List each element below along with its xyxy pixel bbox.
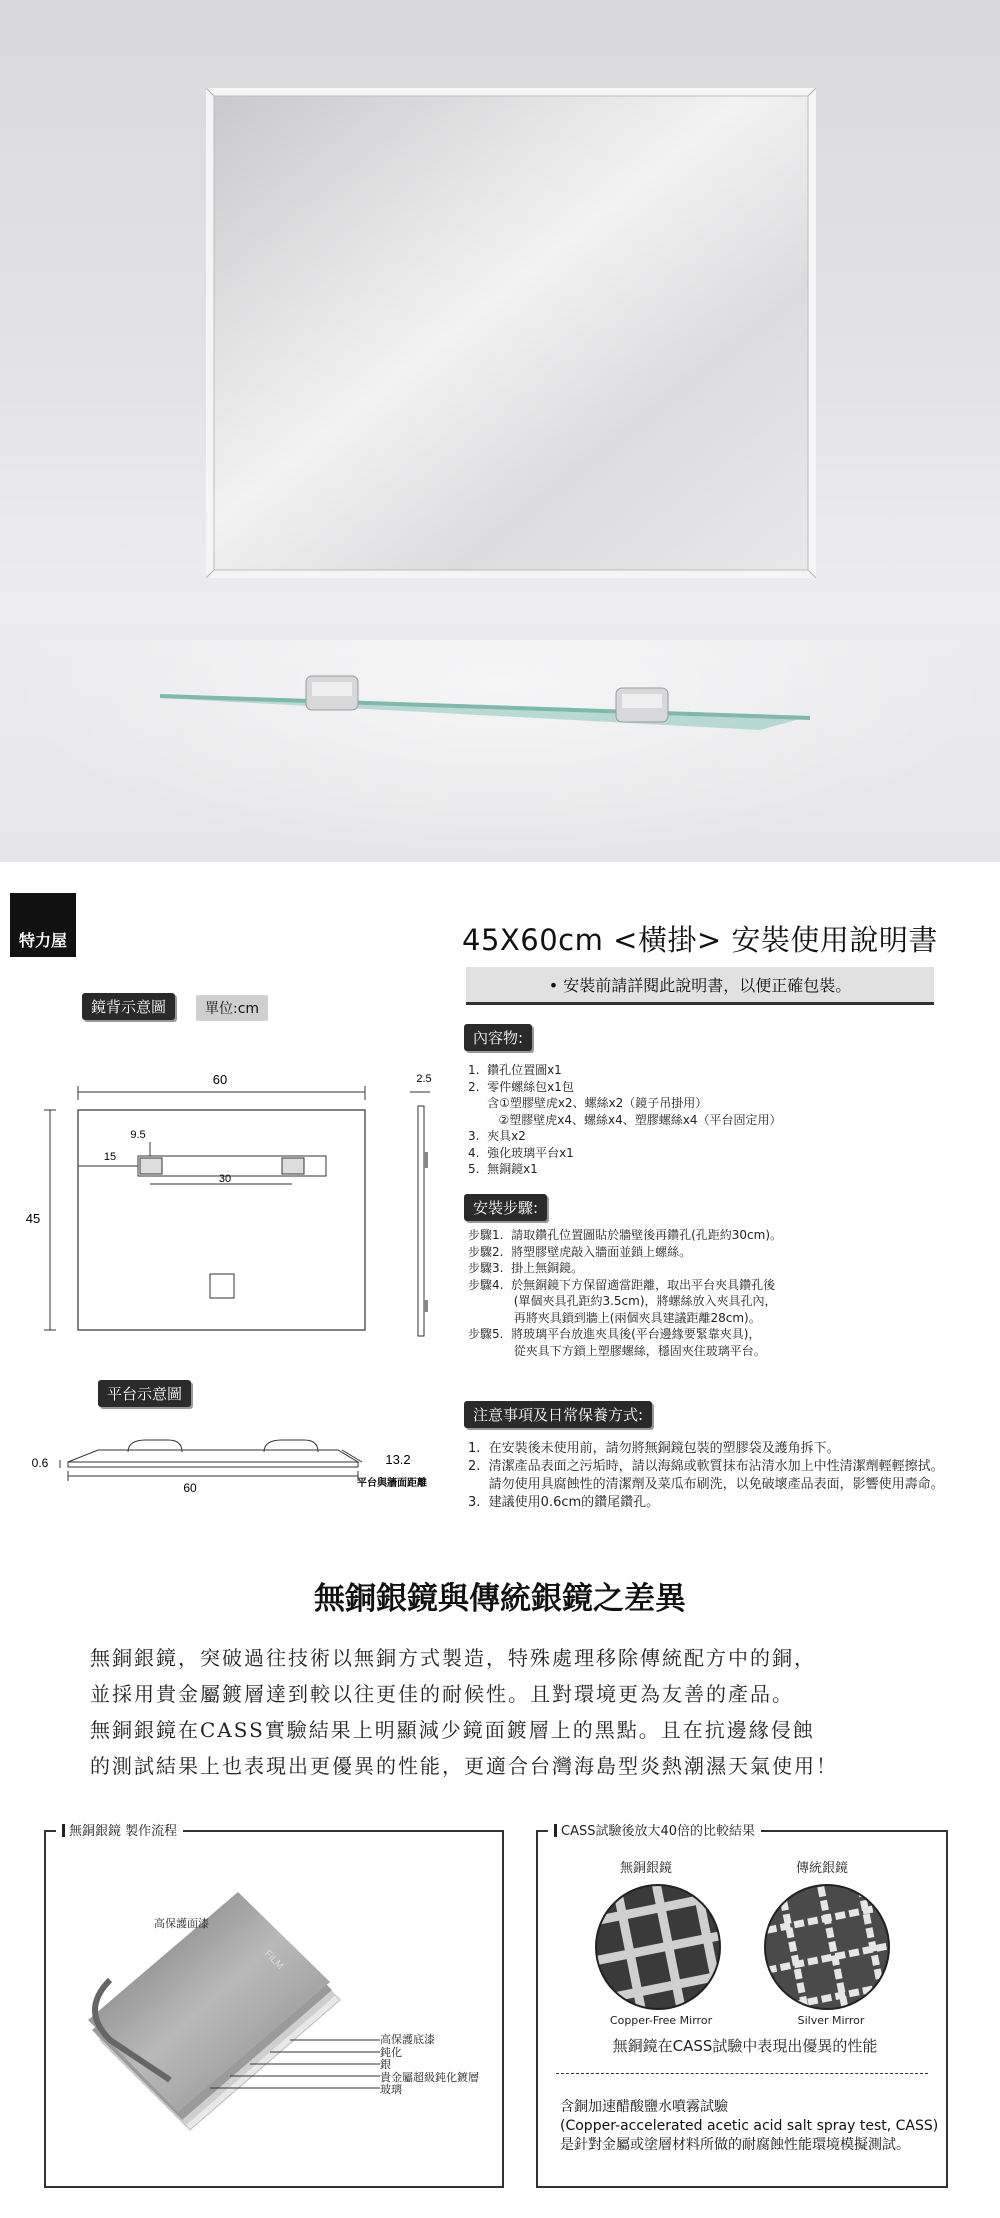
layer-label: 高保護底漆 [380, 2033, 435, 2046]
step-item: 步驟1. 請取鑽孔位置圖貼於牆壁後再鑽孔(孔距約30cm)。 [468, 1228, 782, 1242]
mirror-back-diagram [20, 1060, 450, 1340]
notice-text: • 安裝前請詳閱此說明書，以便正確包裝。 [548, 976, 852, 995]
platform-wall-note: 平台與牆面距離 [357, 1478, 427, 1489]
silver-sample-image [763, 1883, 891, 2011]
top-layer-label: 高保護面漆 [154, 1917, 209, 1930]
paragraph-line: 無銅銀鏡，突破過往技術以無銅方式製造，特殊處理移除傳統配方中的銅， [90, 1646, 816, 1670]
cass-desc-line: 含銅加速醋酸鹽水噴霧試驗 [560, 2099, 728, 2115]
care-list [468, 1440, 988, 1512]
layer-label: 銀 [380, 2058, 391, 2071]
step-item: 步驟2. 將塑膠壁虎敲入牆面並鎖上螺絲。 [468, 1244, 692, 1259]
platform-diagram-label: 平台示意圖 [98, 1380, 191, 1407]
copper-free-sample-image [594, 1883, 722, 2011]
contents-item: 5. 無銅鏡x1 [468, 1162, 538, 1176]
contents-list [468, 1062, 928, 1178]
contents-label: 內容物: [464, 1024, 532, 1051]
layer-structure-illustration [80, 1890, 500, 2150]
process-box-label: 無銅銀鏡 製作流程 [56, 1820, 183, 1839]
contents-item: ②塑膠壁虎x4、螺絲x4、塑膠螺絲x4（平台固定用） [468, 1112, 782, 1127]
steps-list [468, 1227, 938, 1359]
notice-bar [466, 967, 934, 1005]
steps-label: 安裝步驟: [464, 1194, 547, 1221]
unit-label: 單位:cm [196, 995, 268, 1021]
cass-box-label: CASS試驗後放大40倍的比較結果 [548, 1820, 761, 1839]
care-item: 請勿使用具腐蝕性的清潔劑及菜瓜布刷洗，以免破壞產品表面，影響使用壽命。 [468, 1477, 944, 1492]
cass-divider [556, 2073, 928, 2074]
layer-label: 鈍化 [380, 2045, 402, 2059]
cass-desc-line: (Copper-accelerated acetic acid salt spray test, CASS) [560, 2118, 939, 2134]
layer-label: 貴金屬超級鈍化鍍層 [380, 2070, 479, 2084]
cass-description [560, 2098, 940, 2155]
dim-offset-left: 15 [103, 1151, 117, 1163]
back-diagram-label: 鏡背示意圖 [82, 993, 175, 1020]
copper-free-caption: Copper-Free Mirror [609, 2014, 713, 2027]
dim-platform-width: 60 [183, 1481, 197, 1495]
step-item: 步驟4. 於無銅鏡下方保留適當距離，取出平台夾具鑽孔後 [468, 1277, 776, 1292]
contents-item: 4. 強化玻璃平台x1 [468, 1145, 574, 1160]
layer-label: 玻璃 [380, 2083, 402, 2096]
cass-desc-line: 是針對金屬或塗層材料所做的耐腐蝕性能環境模擬測試。 [560, 2137, 910, 2153]
brand-logo: 特力屋 [10, 893, 76, 957]
dim-height: 45 [25, 1211, 41, 1226]
dim-thickness: 2.5 [416, 1073, 432, 1085]
document-title: 45X60cm <橫掛> 安裝使用說明書 [462, 923, 938, 957]
care-item: 3. 建議使用0.6cm的鑽尾鑽孔。 [468, 1495, 660, 1510]
step-item: 從夾具下方鎖上塑膠螺絲，穩固夾住玻璃平台。 [468, 1343, 766, 1358]
dim-span: 30 [218, 1173, 232, 1185]
paragraph-line: 並採用貴金屬鍍層達到較以往更佳的耐候性。且對環境更為友善的產品。 [90, 1682, 794, 1706]
copper-free-title: 無銅銀鏡 [619, 1861, 672, 1876]
paragraph-line: 的測試結果上也表現出更優異的性能，更適合台灣海島型炎熱潮濕天氣使用！ [90, 1754, 838, 1778]
comparison-title: 無銅銀鏡與傳統銀鏡之差異 [314, 1581, 686, 1617]
comparison-paragraph [90, 1640, 920, 1784]
care-item: 1. 在安裝後未使用前，請勿將無銅鏡包裝的塑膠袋及護角拆下。 [468, 1441, 840, 1456]
platform-diagram [20, 1410, 440, 1500]
mirror-image [206, 88, 816, 578]
dim-width: 60 [212, 1072, 228, 1087]
care-label: 注意事項及日常保養方式: [464, 1401, 652, 1428]
silver-title: 傳統銀鏡 [795, 1861, 848, 1876]
cass-result-text: 無銅鏡在CASS試驗中表現出優異的性能 [612, 2037, 878, 2055]
paragraph-line: 無銅銀鏡在CASS實驗結果上明顯減少鏡面鍍層上的黑點。且在抗邊緣侵蝕 [90, 1718, 815, 1742]
contents-item: 2. 零件螺絲包x1包 [468, 1079, 574, 1094]
dim-platform-depth: 13.2 [385, 1452, 411, 1467]
film-text: FiLM [261, 1948, 286, 1972]
care-item: 2. 清潔產品表面之污垢時，請以海綿或軟質抹布沾清水加上中性清潔劑輕輕擦拭。 [468, 1459, 944, 1474]
silver-caption: Silver Mirror [797, 2014, 865, 2027]
step-item: 步驟3. 掛上無銅鏡。 [468, 1261, 584, 1275]
dim-platform-thickness: 0.6 [31, 1456, 49, 1470]
contents-item: 1. 鑽孔位置圖x1 [468, 1063, 562, 1077]
step-item: 步驟5. 將玻璃平台放進夾具後(平台邊緣要緊靠夾具)， [468, 1327, 761, 1341]
layer-labels [380, 2034, 479, 2097]
step-item: 再將夾具鎖到牆上(兩個夾具建議距離28cm)。 [468, 1310, 761, 1325]
dim-offset-top: 9.5 [130, 1129, 146, 1141]
contents-item: 含①塑膠壁虎x2、螺絲x2（鏡子吊掛用） [468, 1096, 708, 1110]
contents-item: 3. 夾具x2 [468, 1129, 526, 1143]
glass-shelf-image [160, 668, 810, 748]
step-item: (單個夾具孔距約3.5cm)，將螺絲放入夾具孔內， [468, 1294, 777, 1308]
